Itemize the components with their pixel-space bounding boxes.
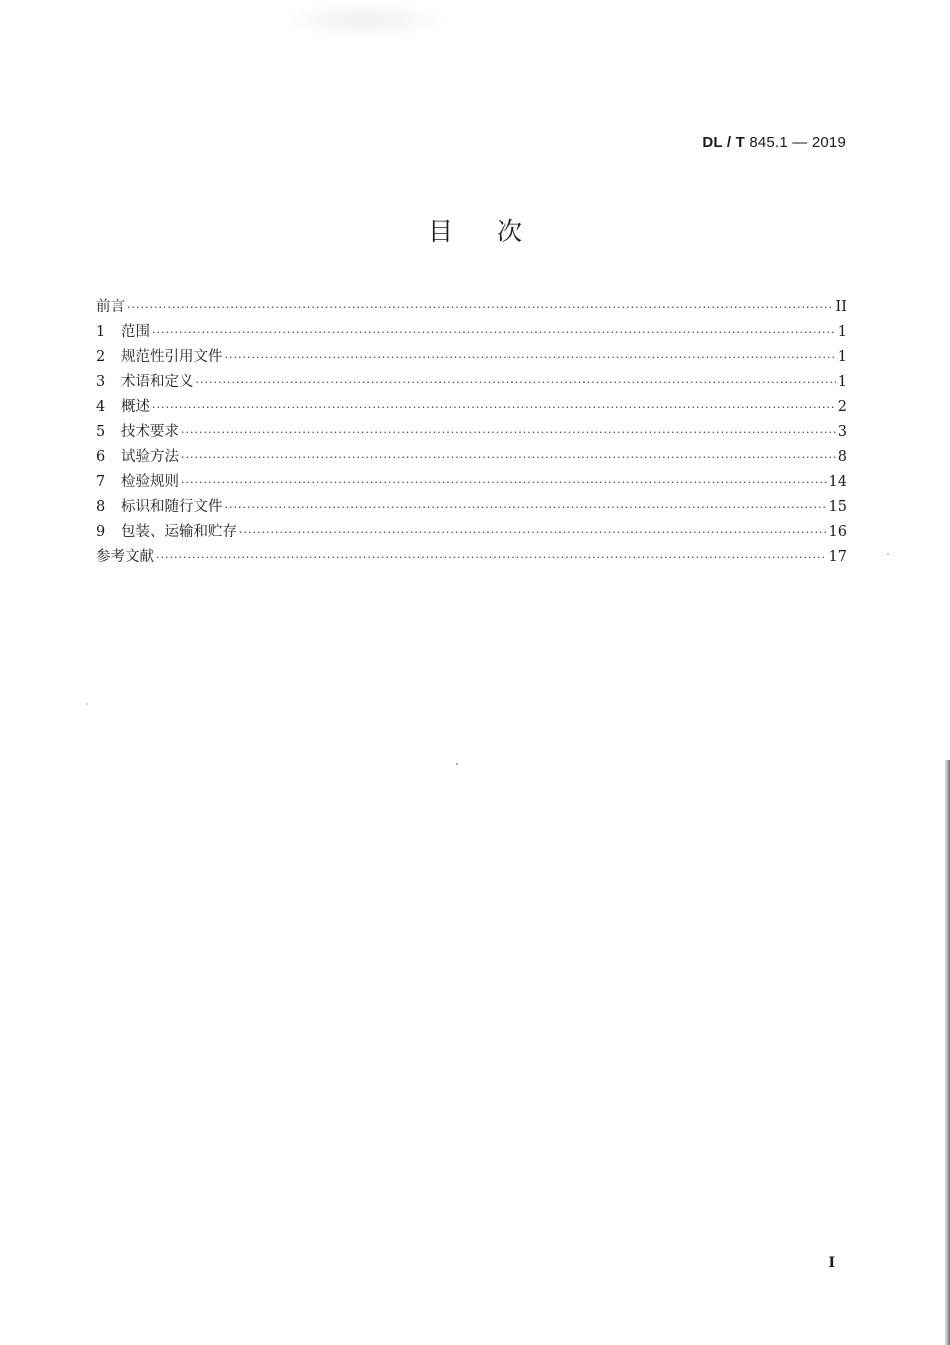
toc-entry-label: 术语和定义: [121, 374, 194, 390]
toc-entry-number: 6: [96, 449, 106, 465]
toc-leader-dots: [152, 401, 836, 414]
toc-entry-2[interactable]: [96, 345, 847, 370]
toc-entry-number: 1: [96, 324, 106, 340]
standard-code-prefix: DL / T: [702, 134, 745, 151]
standard-code-number: 845.1 — 2019: [749, 134, 846, 151]
toc-entry-foreword[interactable]: [96, 295, 847, 320]
toc-entry-label: 前言: [96, 299, 125, 315]
toc-leader-dots: [225, 501, 827, 514]
toc-entry-number: 8: [96, 499, 106, 515]
toc-entry-number: 7: [96, 474, 106, 490]
toc-leader-dots: [181, 476, 827, 489]
toc-entry-9[interactable]: [96, 520, 847, 545]
toc-entry-label: 概述: [121, 399, 150, 415]
toc-entry-5[interactable]: [96, 420, 847, 445]
toc-leader-dots: [196, 376, 836, 389]
toc-entry-number: 2: [96, 349, 106, 365]
toc-entry-3[interactable]: [96, 370, 847, 395]
toc-entry-number: 4: [96, 399, 106, 415]
standard-code: [702, 134, 846, 151]
scan-speck: [456, 763, 458, 765]
toc-entry-label: 规范性引用文件: [121, 349, 223, 365]
toc-leader-dots: [225, 351, 836, 364]
scan-speck: [86, 703, 88, 705]
toc-leader-dots: [181, 451, 836, 464]
toc-leader-dots: [152, 326, 836, 339]
toc-entry-label: 参考文献: [96, 549, 154, 565]
toc-entry-label: 检验规则: [121, 474, 179, 490]
scan-speck: [887, 553, 889, 555]
toc-entry-number: 5: [96, 424, 106, 440]
toc-entry-page: II: [835, 299, 847, 315]
toc-entry-page: 16: [828, 524, 847, 540]
toc-entry-4[interactable]: [96, 395, 847, 420]
toc-leader-dots: [127, 301, 834, 314]
page-title: 目次: [427, 217, 566, 246]
toc-entry-1[interactable]: [96, 320, 847, 345]
toc-entry-page: 17: [828, 549, 847, 565]
toc-leader-dots: [156, 551, 827, 564]
table-of-contents: [96, 295, 847, 570]
toc-entry-page: 15: [828, 499, 847, 515]
toc-entry-references[interactable]: [96, 545, 847, 570]
toc-entry-label: 标识和随行文件: [121, 499, 223, 515]
toc-entry-number: 9: [96, 524, 106, 540]
toc-entry-page: 1: [837, 349, 847, 365]
toc-entry-label: 范围: [121, 324, 150, 340]
toc-entry-page: 8: [837, 449, 847, 465]
toc-entry-page: 14: [828, 474, 847, 490]
toc-entry-page: 2: [837, 399, 847, 415]
page-number: I: [828, 1255, 835, 1271]
toc-entry-8[interactable]: [96, 495, 847, 520]
toc-entry-label: 试验方法: [121, 449, 179, 465]
toc-leader-dots: [239, 526, 827, 539]
scan-edge: [944, 760, 950, 1345]
scan-shadow: [280, 0, 450, 40]
toc-entry-7[interactable]: [96, 470, 847, 495]
toc-entry-page: 1: [837, 324, 847, 340]
toc-entry-number: 3: [96, 374, 106, 390]
toc-leader-dots: [181, 426, 836, 439]
toc-entry-label: 技术要求: [121, 424, 179, 440]
toc-entry-label: 包装、运输和贮存: [121, 524, 237, 540]
toc-entry-page: 1: [837, 374, 847, 390]
toc-entry-page: 3: [837, 424, 847, 440]
toc-entry-6[interactable]: [96, 445, 847, 470]
